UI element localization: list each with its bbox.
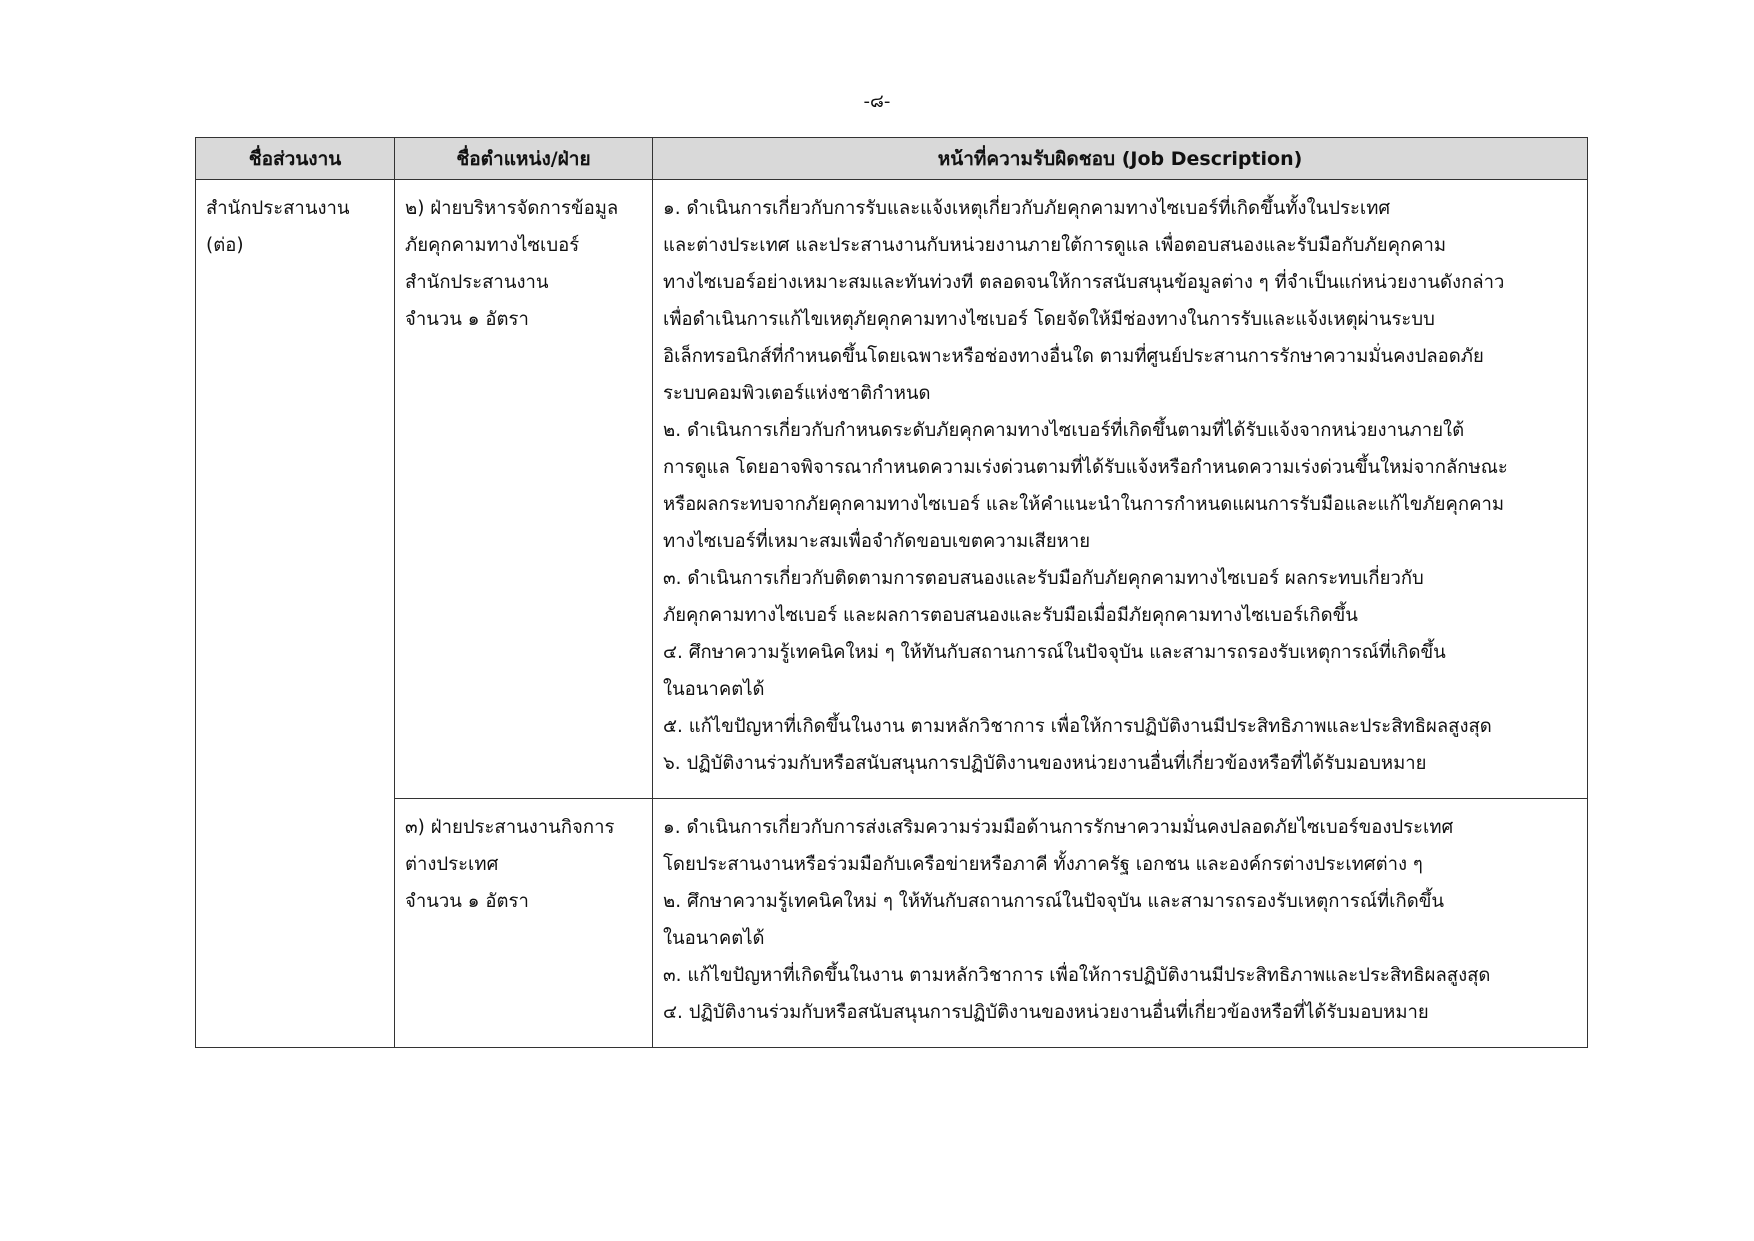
position-line: สำนักประสานงาน (405, 272, 549, 293)
duty-line: ๒. ศึกษาความรู้เทคนิคใหม่ ๆ ให้ทันกับสถานการณ์ในปัจจุบัน และสามารถรองรับเหตุการณ์ที่เกิดขึ้น (663, 891, 1445, 912)
duty-line: ๔. ปฏิบัติงานร่วมกับหรือสนับสนุนการปฏิบัติงานของหน่วยงานอื่นที่เกี่ยวข้องหรือที่ได้รับมอบหมาย (663, 1002, 1429, 1023)
header-position-name: ชื่อตำแหน่ง/ฝ่าย (395, 138, 653, 180)
position-line: จำนวน ๑ อัตรา (405, 891, 529, 912)
table-row (196, 180, 1588, 799)
duty-line: ทางไซเบอร์ที่เหมาะสมเพื่อจำกัดขอบเขตความเสียหาย (663, 531, 1091, 552)
duty-line: อิเล็กทรอนิกส์ที่กำหนดขึ้นโดยเฉพาะหรือช่องทางอื่นใด ตามที่ศูนย์ประสานการรักษาความมั่นคงปลอดภัย (663, 346, 1484, 367)
position-line: จำนวน ๑ อัตรา (405, 309, 529, 330)
duty-line: ในอนาคตได้ (663, 928, 765, 949)
duties-cell (653, 180, 1588, 799)
position-line: ๒) ฝ่ายบริหารจัดการข้อมูล (405, 198, 619, 219)
duty-line: ระบบคอมพิวเตอร์แห่งชาติกำหนด (663, 383, 931, 404)
unit-name-line: สำนักประสานงาน (206, 198, 350, 219)
header-unit-name: ชื่อส่วนงาน (196, 138, 395, 180)
duty-line: เพื่อดำเนินการแก้ไขเหตุภัยคุกคามทางไซเบอร์ โดยจัดให้มีช่องทางในการรับและแจ้งเหตุผ่านระบบ (663, 309, 1435, 330)
duty-line: ๔. ศึกษาความรู้เทคนิคใหม่ ๆ ให้ทันกับสถานการณ์ในปัจจุบัน และสามารถรองรับเหตุการณ์ที่เกิดขึ้น (663, 642, 1446, 663)
position-cell (395, 799, 653, 1048)
duties-cell (653, 799, 1588, 1048)
table-row (196, 799, 1588, 1048)
job-description-table (195, 137, 1588, 1048)
unit-name-cell (196, 180, 395, 1048)
position-line: ภัยคุกคามทางไซเบอร์ (405, 235, 580, 256)
duty-line: ๓. แก้ไขปัญหาที่เกิดขึ้นในงาน ตามหลักวิชาการ เพื่อให้การปฏิบัติงานมีประสิทธิภาพและประสิทธิผลสูงสุด (663, 965, 1491, 986)
duty-line: ๑. ดำเนินการเกี่ยวกับการรับและแจ้งเหตุเกี่ยวกับภัยคุกคามทางไซเบอร์ที่เกิดขึ้นทั้งในประเทศ (663, 198, 1391, 219)
duty-line: ทางไซเบอร์อย่างเหมาะสมและทันท่วงที ตลอดจนให้การสนับสนุนข้อมูลต่าง ๆ ที่จำเป็นแก่หน่วยงานดังกล่าว (663, 272, 1505, 293)
page-number: -๘- (863, 91, 891, 112)
duty-line: ๓. ดำเนินการเกี่ยวกับติดตามการตอบสนองและรับมือกับภัยคุกคามทางไซเบอร์ ผลกระทบเกี่ยวกับ (663, 568, 1424, 589)
table-header-row (196, 138, 1588, 180)
position-line: ๓) ฝ่ายประสานงานกิจการ (405, 817, 615, 838)
duty-line: ๕. แก้ไขปัญหาที่เกิดขึ้นในงาน ตามหลักวิชาการ เพื่อให้การปฏิบัติงานมีประสิทธิภาพและประสิทธิผลสูงสุด (663, 716, 1492, 737)
duty-line: ๒. ดำเนินการเกี่ยวกับกำหนดระดับภัยคุกคามทางไซเบอร์ที่เกิดขึ้นตามที่ได้รับแจ้งจากหน่วยงานภายใต้ (663, 420, 1465, 441)
duty-line: ในอนาคตได้ (663, 679, 765, 700)
duty-line: ๖. ปฏิบัติงานร่วมกับหรือสนับสนุนการปฏิบัติงานของหน่วยงานอื่นที่เกี่ยวข้องหรือที่ได้รับมอบหมาย (663, 753, 1427, 774)
unit-name-continued: (ต่อ) (206, 235, 244, 256)
position-line: ต่างประเทศ (405, 854, 499, 875)
duty-line: การดูแล โดยอาจพิจารณากำหนดความเร่งด่วนตามที่ได้รับแจ้งหรือกำหนดความเร่งด่วนขึ้นใหม่จากลักษณะ (663, 457, 1508, 478)
duty-line: ภัยคุกคามทางไซเบอร์ และผลการตอบสนองและรับมือเมื่อมีภัยคุกคามทางไซเบอร์เกิดขึ้น (663, 605, 1358, 626)
duty-line: โดยประสานงานหรือร่วมมือกับเครือข่ายหรือภาคี ทั้งภาครัฐ เอกชน และองค์กรต่างประเทศต่าง ๆ (663, 854, 1423, 875)
duty-line: และต่างประเทศ และประสานงานกับหน่วยงานภายใต้การดูแล เพื่อตอบสนองและรับมือกับภัยคุกคาม (663, 235, 1447, 256)
position-cell (395, 180, 653, 799)
header-job-description: หน้าที่ความรับผิดชอบ (Job Description) (653, 138, 1588, 180)
duty-line: ๑. ดำเนินการเกี่ยวกับการส่งเสริมความร่วมมือด้านการรักษาความมั่นคงปลอดภัยไซเบอร์ของประเทศ (663, 817, 1454, 838)
duty-line: หรือผลกระทบจากภัยคุกคามทางไซเบอร์ และให้คำแนะนำในการกำหนดแผนการรับมือและแก้ไขภัยคุกคาม (663, 494, 1505, 515)
